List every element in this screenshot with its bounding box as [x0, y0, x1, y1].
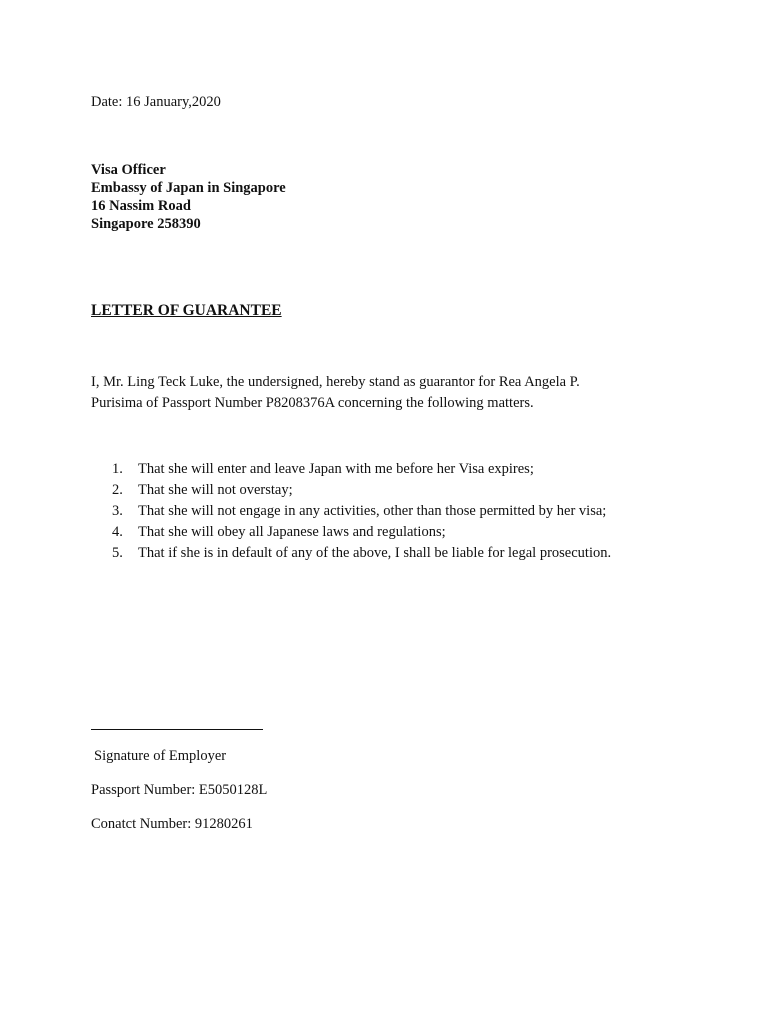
conditions-list: [112, 459, 611, 564]
item-text: That if she is in default of any of the above, I shall be liable for legal prosecution.: [138, 545, 612, 561]
item-number: 5.: [112, 545, 123, 561]
list-item: [112, 501, 611, 522]
recipient-line: Embassy of Japan in Singapore: [91, 180, 286, 196]
letter-title: LETTER OF GUARANTEE: [91, 302, 282, 319]
letter-date: Date: 16 January,2020: [91, 94, 221, 110]
intro-line: I, Mr. Ling Teck Luke, the undersigned, hereby stand as guarantor for Rea Angela P.: [91, 374, 580, 390]
list-item: [112, 459, 611, 480]
contact-number: Conatct Number: 91280261: [91, 816, 253, 832]
signature-line: [91, 729, 263, 730]
item-text: That she will not overstay;: [138, 482, 293, 498]
recipient-line: Singapore 258390: [91, 216, 201, 232]
item-text: That she will not engage in any activities, other than those permitted by her visa;: [138, 503, 607, 519]
item-number: 4.: [112, 524, 123, 540]
passport-number: Passport Number: E5050128L: [91, 782, 268, 798]
intro-line: Purisima of Passport Number P8208376A concerning the following matters.: [91, 395, 534, 411]
item-text: That she will obey all Japanese laws and regulations;: [138, 524, 446, 540]
recipient-line: 16 Nassim Road: [91, 198, 191, 214]
recipient-address: [91, 161, 286, 233]
item-text: That she will enter and leave Japan with me before her Visa expires;: [138, 461, 534, 477]
recipient-line: Visa Officer: [91, 162, 166, 178]
list-item: [112, 543, 611, 564]
intro-paragraph: [91, 372, 580, 414]
signature-label: Signature of Employer: [94, 748, 227, 764]
list-item: [112, 522, 611, 543]
item-number: 3.: [112, 503, 123, 519]
item-number: 2.: [112, 482, 123, 498]
list-item: [112, 480, 611, 501]
item-number: 1.: [112, 461, 123, 477]
